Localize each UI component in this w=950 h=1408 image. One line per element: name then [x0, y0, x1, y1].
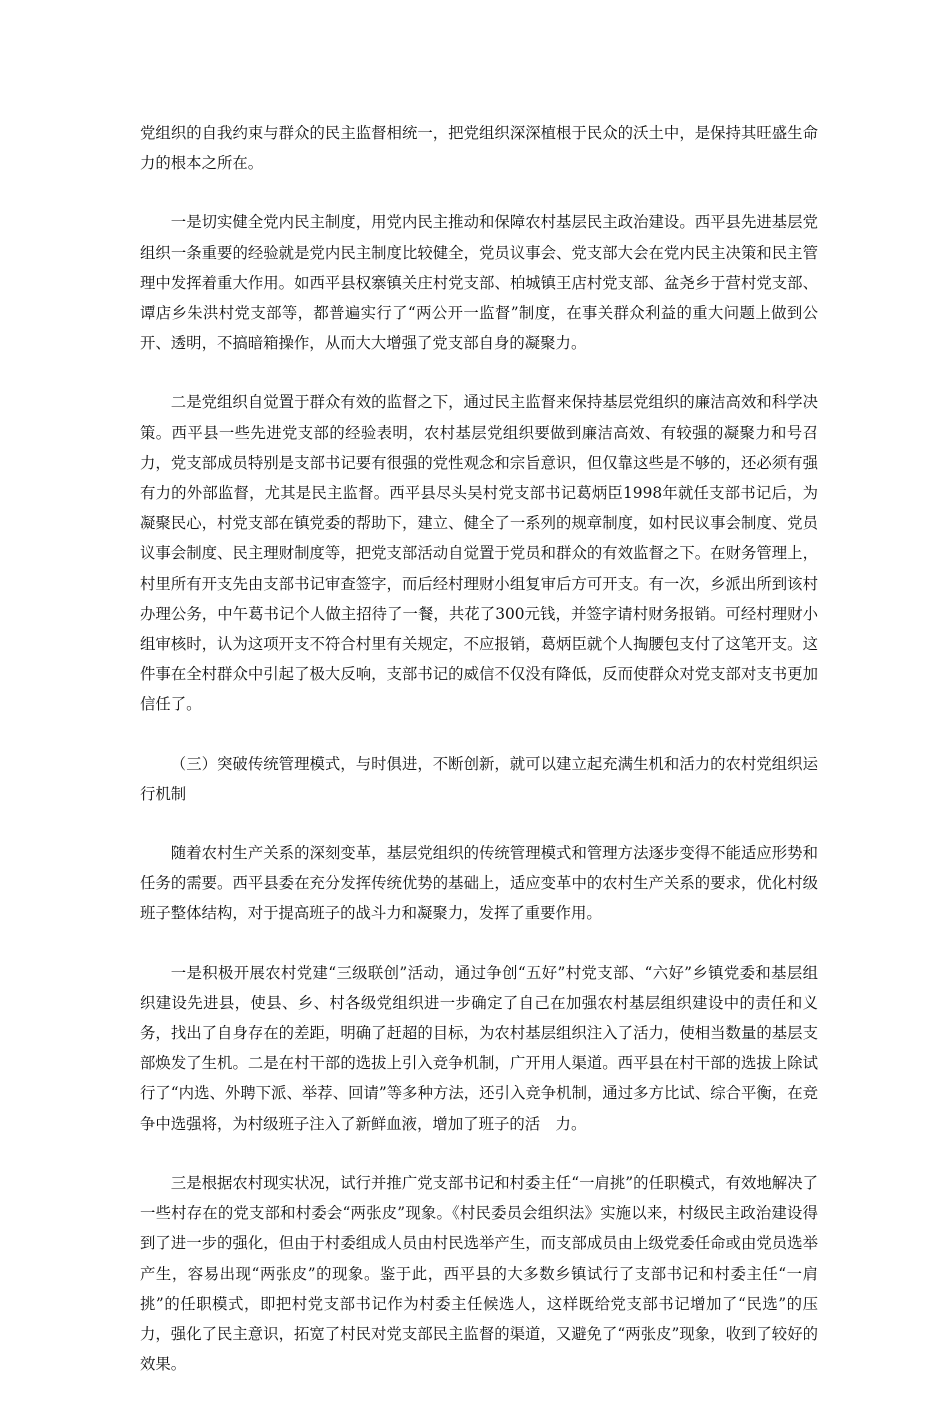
section-heading-3: （三）突破传统管理模式，与时俱进，不断创新，就可以建立起充满生机和活力的农村党组织运行机制	[140, 754, 818, 803]
paragraph-3: 二是党组织自觉置于群众有效的监督之下，通过民主监督来保持基层党组织的廉洁高效和科学决策。西平县一些先进党支部的经验表明，农村基层党组织要做到廉洁高效、有较强的凝聚力和号召力，党支部成员特别是支部书记要有很强的党性观念和宗旨意识，但仅靠这些是不够的，还必须有强有力的外部监督，尤其是民主监督。西平县尽头吴村党支部书记葛炳臣1998年就任支部书记后，为凝聚民心，村党支部在镇党委的帮助下，建立、健全了一系列的规章制度，如村民议事会制度、党员议事会制度、民主理财制度等，把党支部活动自觉置于党员和群众的有效监督之下。在财务管理上，村里所有开支先由支部书记审查签字，而后经村理财小组复审后方可开支。有一次，乡派出所到该村办理公务，中午葛书记个人做主招待了一餐，共花了300元钱，并签字请村财务报销。可经村理财小组审核时，认为这项开支不符合村里有关规定，不应报销，葛炳臣就个人掏腰包支付了这笔开支。这件事在全村群众中引起了极大反响，支部书记的威信不仅没有降低，反而使群众对党支部对支书更加信任了。	[140, 393, 818, 714]
paragraph-6: 三是根据农村现实状况，试行并推广党支部书记和村委主任“一肩挑”的任职模式，有效地解决了一些村存在的党支部和村委会“两张皮”现象。《村民委员会组织法》实施以来，村级民主政治建设得到了进一步的强化，但由于村委组成人员由村民选举产生，而支部成员由上级党委任命或由党员选举产生，容易出现“两张皮”的现象。鉴于此，西平县的大多数乡镇试行了支部书记和村委主任“一肩挑”的任职模式，即把村党支部书记作为村委主任候选人，这样既给党支部书记增加了“民选”的压力，强化了民主意识，拓宽了村民对党支部民主监督的渠道，又避免了“两张皮”现象，收到了较好的效果。	[140, 1173, 818, 1374]
paragraph-5: 一是积极开展农村党建“三级联创”活动，通过争创“五好”村党支部、“六好”乡镇党委和基层组织建设先进县，使县、乡、村各级党组织进一步确定了自己在加强农村基层组织建设中的责任和义务，找出了自身存在的差距，明确了赶超的目标，为农村基层组织注入了活力，使相当数量的基层支部焕发了生机。二是在村干部的选拔上引入竞争机制，广开用人渠道。西平县在村干部的选拔上除试行了“内选、外聘下派、举荐、回请”等多种方法，还引入竞争机制，通过多方比试、综合平衡，在竞争中选强将，为村级班子注入了新鲜血液，增加了班子的活 力。	[140, 963, 818, 1133]
paragraph-4: 随着农村生产关系的深刻变革，基层党组织的传统管理模式和管理方法逐步变得不能适应形势和任务的需要。西平县委在充分发挥传统优势的基础上，适应变革中的农村生产关系的要求，优化村级班子整体结构，对于提高班子的战斗力和凝聚力，发挥了重要作用。	[140, 844, 818, 923]
paragraph-2: 一是切实健全党内民主制度，用党内民主推动和保障农村基层民主政治建设。西平县先进基层党组织一条重要的经验就是党内民主制度比较健全，党员议事会、党支部大会在党内民主决策和民主管理中发挥着重大作用。如西平县权寨镇关庄村党支部、柏城镇王店村党支部、盆尧乡于营村党支部、谭店乡朱洪村党支部等，都普遍实行了“两公开一监督”制度，在事关群众利益的重大问题上做到公开、透明，不搞暗箱操作，从而大大增强了党支部自身的凝聚力。	[140, 213, 818, 353]
document-body	[140, 118, 818, 1408]
paragraph-1: 党组织的自我约束与群众的民主监督相统一，把党组织深深植根于民众的沃土中，是保持其旺盛生命力的根本之所在。	[140, 124, 818, 173]
